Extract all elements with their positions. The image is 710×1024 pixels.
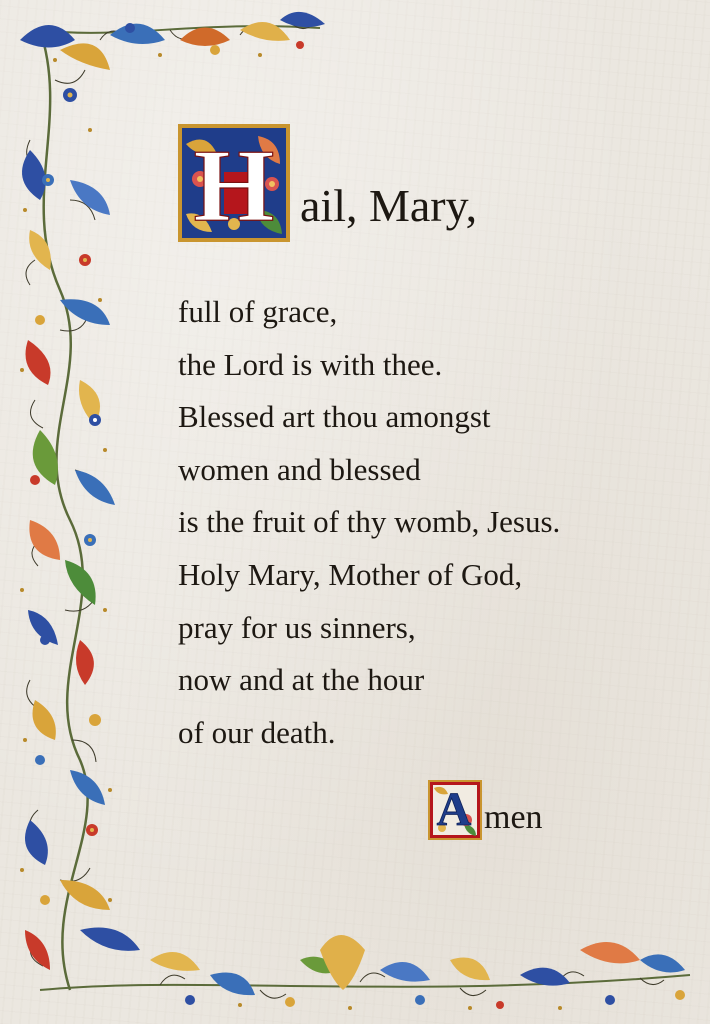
verse-line: pray for us sinners, [178,609,416,645]
initial-a-letter: A [436,783,472,836]
verse-line: Blessed art thou amongst [178,399,491,435]
illuminated-initial-a [428,780,482,840]
closing-rest: men [484,799,543,836]
illuminated-initial-h [178,124,290,242]
verse-line: full of grace, [178,294,338,329]
verse-line: Holy Mary, Mother of God, [178,556,523,592]
verse-line: of our death. [178,714,336,750]
title-rest: ail, Mary, [300,180,478,231]
verse-line: now and at the hour [178,662,425,698]
prayer-text [178,120,678,836]
verse-line: is the fruit of thy womb, Jesus. [178,504,561,540]
initial-h-letter: H [193,128,275,242]
verse-line: the Lord is with thee. [178,346,443,382]
verse-line: women and blessed [178,451,421,487]
prayer-verse [178,286,560,759]
prayer-title [178,120,678,250]
